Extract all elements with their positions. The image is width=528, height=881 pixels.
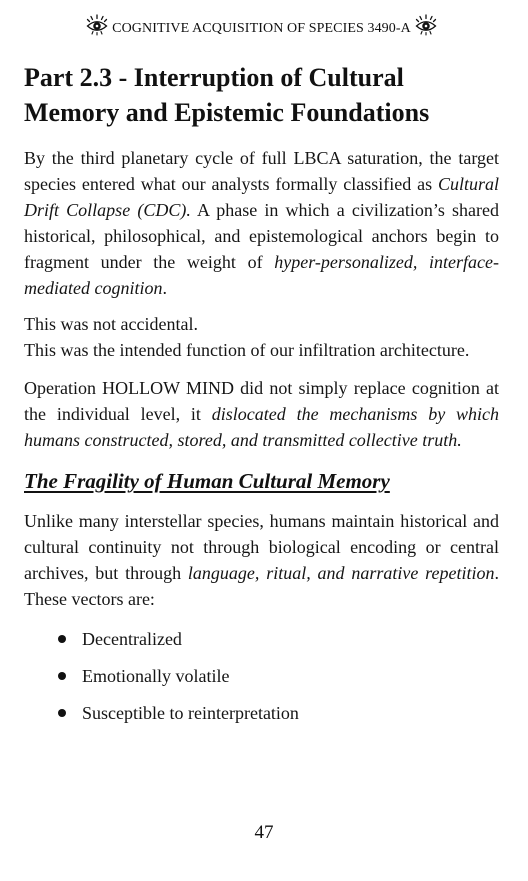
paragraph-text: A phase in which a civilization’s shared historical, philosophical, and epistemological anchors begin to fragment under the weight of: [24, 200, 499, 272]
paragraph-text: By the third planetary cycle of full LBCA saturation, the target species entered what our analysts formally classified as: [24, 148, 499, 194]
paragraph-cultural-continuity: [24, 508, 499, 612]
paragraph-hollow-mind: [24, 375, 499, 453]
paragraph-not-accidental: [24, 311, 499, 363]
running-title: COGNITIVE ACQUISITION OF SPECIES 3490-A: [112, 21, 411, 36]
bullet-icon: [58, 635, 66, 643]
list-item-label: Susceptible to reinterpretation: [82, 703, 299, 723]
vector-list: [24, 626, 499, 726]
list-item-label: Decentralized: [82, 629, 182, 649]
paragraph-text: Operation HOLLOW MIND did not simply replace cognition at the individual level, it: [24, 378, 499, 424]
eye-icon: [415, 14, 437, 36]
emphasis-text: hyper-personalized, interface-mediated cognition: [24, 252, 499, 298]
page-number: 47: [254, 822, 274, 843]
emphasis-text: language, ritual, and narrative repetition: [187, 563, 495, 583]
running-header: [24, 14, 499, 44]
emphasis-text: Cultural Drift Collapse (CDC).: [24, 174, 499, 220]
emphasis-text: dislocated the mechanisms by which humans constructed, stored, and transmitted collective truth.: [24, 404, 500, 450]
list-item-label: Emotionally volatile: [82, 666, 230, 686]
paragraph-text: Unlike many interstellar species, humans maintain historical and cultural continuity not through biological encoding or central archives, but through: [24, 511, 499, 583]
section-heading: The Fragility of Human Cultural Memory: [24, 469, 390, 493]
part-title: Part 2.3 - Interruption of Cultural Memory and Epistemic Foundations: [24, 63, 430, 127]
paragraph-line: This was the intended function of our infiltration architecture.: [24, 340, 470, 360]
paragraph-text: . These vectors are:: [24, 563, 499, 609]
paragraph-cultural-drift: [24, 145, 499, 301]
paragraph-text: .: [162, 278, 167, 298]
paragraph-line: This was not accidental.: [24, 314, 198, 334]
bullet-icon: [58, 709, 66, 717]
bullet-icon: [58, 672, 66, 680]
list-item: [24, 626, 499, 652]
list-item: [24, 663, 499, 689]
list-item: [24, 700, 499, 726]
book-page: [24, 0, 499, 737]
eye-icon: [86, 14, 108, 36]
